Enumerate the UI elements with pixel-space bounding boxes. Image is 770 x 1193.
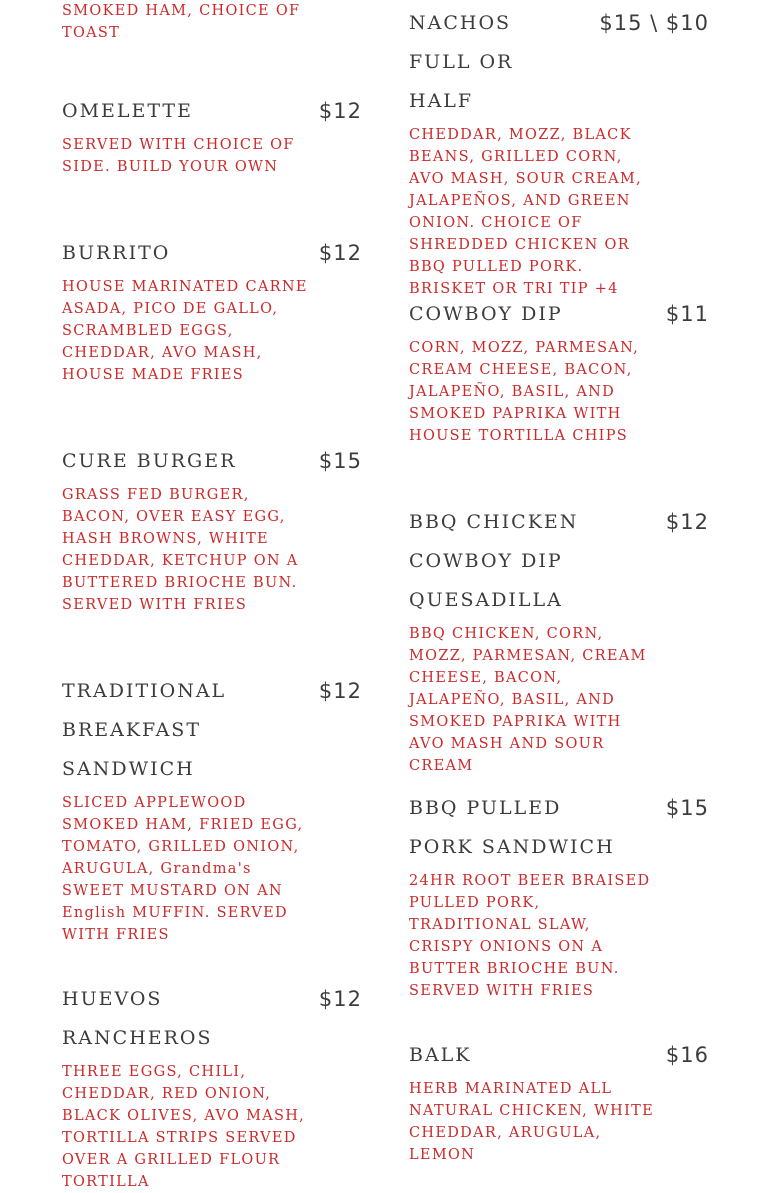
menu-item-price: $12 <box>318 241 362 265</box>
menu-item-name: COWBOY DIP <box>409 303 563 325</box>
menu-item-continued <box>62 0 362 44</box>
menu-item-price: $12 <box>318 679 362 703</box>
menu-item-description: SMOKED HAM, CHOICE OF TOAST <box>62 3 301 41</box>
menu-item-name: NACHOS FULL OR HALF <box>409 12 514 112</box>
menu-item-description: CHEDDAR, MOZZ, BLACK BEANS, GRILLED CORN, AVO MASH, SOUR CREAM, JALAPEÑOS, AND GREEN ONION. CHOICE OF SHREDDED CHICKEN OR BBQ PULLED PORK. BRISKET OR TRI TIP +4 <box>409 127 642 297</box>
menu-item-cure-burger <box>62 442 362 616</box>
menu-item-bbq-pulled-pork-sandwich <box>409 789 709 1002</box>
menu-item-name: BBQ PULLED PORK SANDWICH <box>409 797 615 858</box>
menu-item-cowboy-dip <box>409 295 709 447</box>
menu-item-name: TRADITIONAL BREAKFAST SANDWICH <box>62 680 227 780</box>
menu-item-description: 24HR ROOT BEER BRAISED PULLED PORK, TRADITIONAL SLAW, CRISPY ONIONS ON A BUTTER BRIOCHE BUN. SERVED WITH FRIES <box>409 873 651 999</box>
menu-item-name: CURE BURGER <box>62 450 237 472</box>
menu-item-price: $16 <box>665 1043 709 1067</box>
menu-item-name: HUEVOS RANCHEROS <box>62 988 213 1049</box>
menu-item-price: $11 <box>665 302 709 326</box>
menu-item-balk <box>409 1036 709 1166</box>
menu-item-name: BALK <box>409 1044 472 1066</box>
menu-item-price: $15 <box>318 449 362 473</box>
menu-item-description: THREE EGGS, CHILI, CHEDDAR, RED ONION, BLACK OLIVES, AVO MASH, TORTILLA STRIPS SERVED OVER A GRILLED FLOUR TORTILLA <box>62 1064 306 1190</box>
menu-item-description: HERB MARINATED ALL NATURAL CHICKEN, WHITE CHEDDAR, ARUGULA, LEMON <box>409 1081 654 1163</box>
menu-item-name: OMELETTE <box>62 100 193 122</box>
menu-item-description: GRASS FED BURGER, BACON, OVER EASY EGG, HASH BROWNS, WHITE CHEDDAR, KETCHUP ON A BUTTERED BRIOCHE BUN. SERVED WITH FRIES <box>62 487 299 613</box>
menu-item-description: SERVED WITH CHOICE OF SIDE. BUILD YOUR OWN <box>62 137 295 175</box>
menu-item-nachos <box>409 4 709 300</box>
menu-item-price: $12 <box>665 510 709 534</box>
menu-item-name: BBQ CHICKEN COWBOY DIP QUESADILLA <box>409 511 579 611</box>
menu-item-description: SLICED APPLEWOOD SMOKED HAM, FRIED EGG, TOMATO, GRILLED ONION, ARUGULA, Grandma's SWEET MUSTARD ON AN English MUFFIN. SERVED WITH FRIES <box>62 795 304 943</box>
menu-item-burrito <box>62 234 362 386</box>
menu-item-description: BBQ CHICKEN, CORN, MOZZ, PARMESAN, CREAM CHEESE, BACON, JALAPEÑO, BASIL, AND SMOKED PAPRIKA WITH AVO MASH AND SOUR CREAM <box>409 626 647 774</box>
menu-item-price: $12 <box>318 99 362 123</box>
menu-item-price: $12 <box>318 987 362 1011</box>
menu-item-description: HOUSE MARINATED CARNE ASADA, PICO DE GALLO, SCRAMBLED EGGS, CHEDDAR, AVO MASH, HOUSE MADE FRIES <box>62 279 308 383</box>
menu-item-price: $15 <box>665 796 709 820</box>
menu-item-omelette <box>62 92 362 178</box>
menu-item-name: BURRITO <box>62 242 171 264</box>
menu-item-traditional-breakfast-sandwich <box>62 672 362 946</box>
menu-item-description: CORN, MOZZ, PARMESAN, CREAM CHEESE, BACON, JALAPEÑO, BASIL, AND SMOKED PAPRIKA WITH HOUSE TORTILLA CHIPS <box>409 340 640 444</box>
menu-item-huevos-rancheros <box>62 980 362 1193</box>
menu-item-bbq-chicken-cowboy-dip-quesadilla <box>409 503 709 777</box>
menu-item-price: $15 \ $10 <box>599 11 709 35</box>
